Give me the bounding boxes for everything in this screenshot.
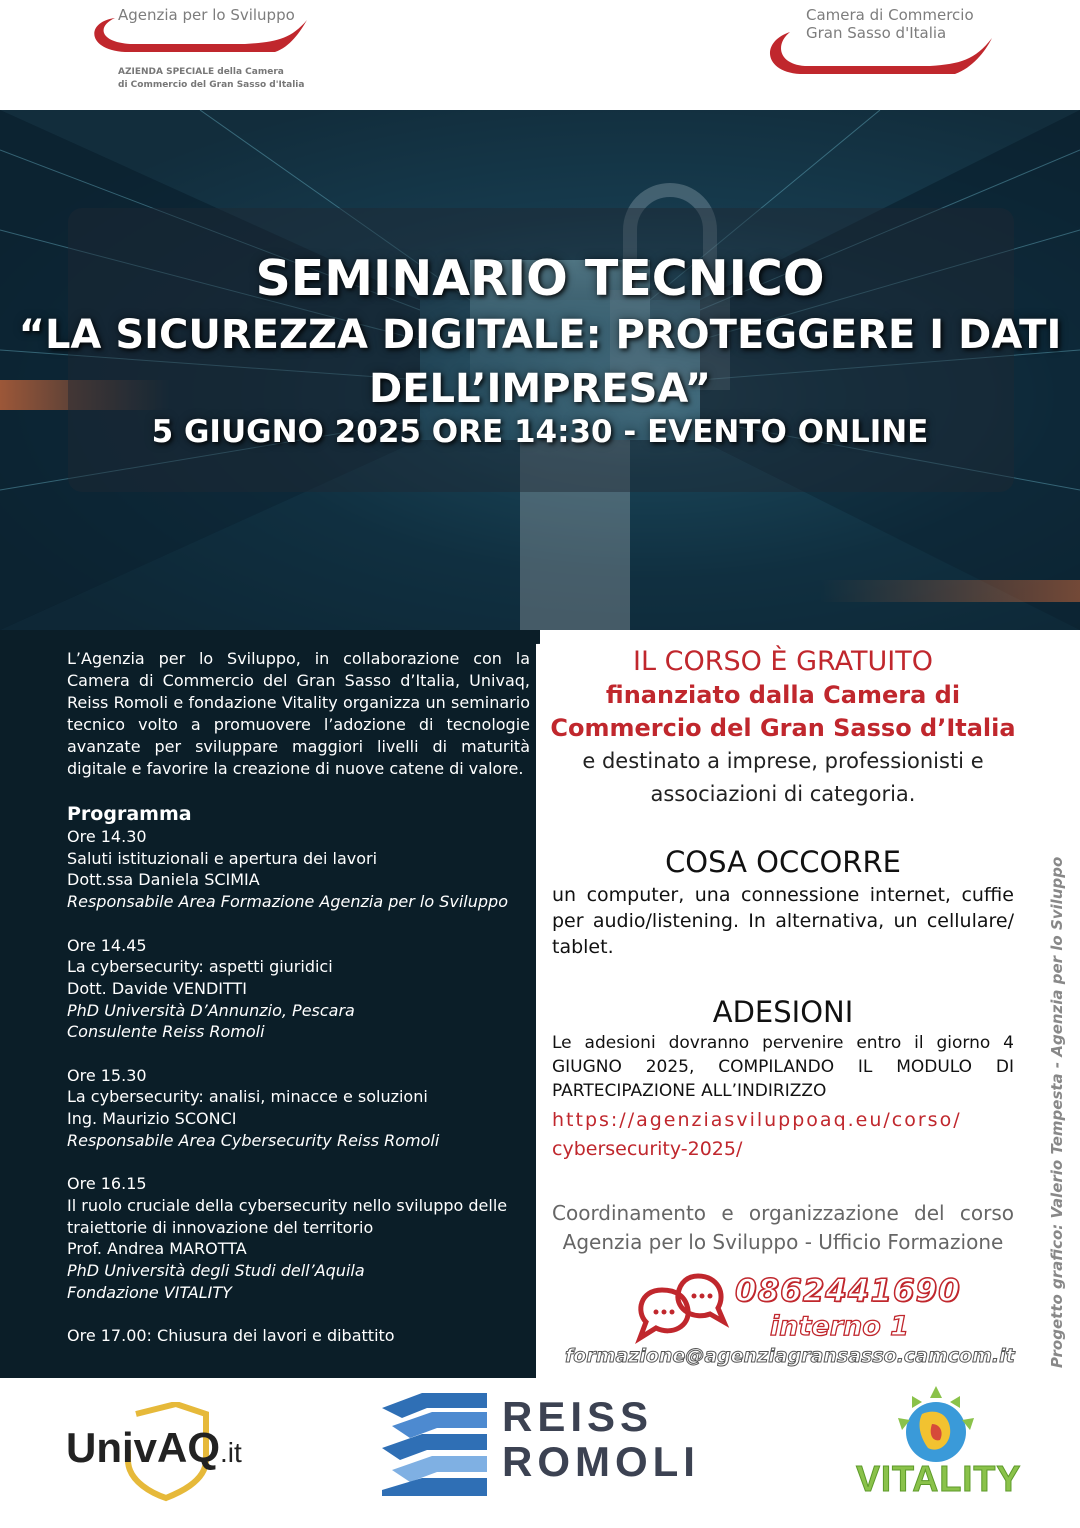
program-item <box>67 826 537 913</box>
free-course-notice <box>548 645 1018 811</box>
program-speaker: Prof. Andrea MAROTTA <box>67 1239 247 1259</box>
univaq-name: UnivAQ <box>66 1424 221 1471</box>
agenzia-sviluppo-logo <box>85 2 315 102</box>
reiss-wordmark: REISS <box>502 1393 654 1440</box>
program-topic: Il ruolo cruciale della cybersecurity nello sviluppo delle <box>67 1195 508 1215</box>
audience-line1: e destinato a imprese, professionisti e <box>582 749 984 773</box>
program-topic: traiettorie di innovazione del territorio <box>67 1217 374 1237</box>
event-date: 5 GIUGNO 2025 ORE 14:30 - EVENTO ONLINE <box>151 414 929 450</box>
univaq-wordmark <box>66 1424 242 1472</box>
registration-link-line1[interactable]: https://agenziasviluppoaq.eu/corso/ <box>552 1109 962 1131</box>
program-topic: La cybersecurity: aspetti giuridici <box>67 957 333 977</box>
agenzia-logo-title: Agenzia per lo Sviluppo <box>118 6 295 24</box>
program-speaker: Dott. Davide VENDITTI <box>67 978 247 998</box>
stripes-icon <box>382 1388 497 1503</box>
camera-logo-line2: Gran Sasso d'Italia <box>806 24 947 42</box>
vitality-wordmark: VITALITY <box>856 1458 1022 1499</box>
camera-commercio-logo <box>760 2 1000 82</box>
program-role: PhD Università degli Studi dell’Aquila <box>67 1261 365 1281</box>
contact-email[interactable]: formazione@agenziagransasso.camcom.it <box>565 1345 1015 1367</box>
program-item <box>67 935 537 1044</box>
reiss-romoli-logo <box>382 1388 712 1503</box>
program-item <box>67 1065 537 1152</box>
coordination-line1: Coordinamento e organizzazione del corso <box>552 1201 1014 1225</box>
program-item <box>67 1173 537 1303</box>
registration-title: ADESIONI <box>712 995 854 1029</box>
program-topic: La cybersecurity: analisi, minacce e soluzioni <box>67 1087 428 1107</box>
agenzia-logo-sub1: AZIENDA SPECIALE della Camera <box>118 67 284 77</box>
program-list <box>67 826 537 1369</box>
program-speaker: Dott.ssa Daniela SCIMIA <box>67 870 260 890</box>
program-role: Responsabile Area Formazione Agenzia per lo Sviluppo <box>67 892 508 912</box>
program-role: PhD Università D’Annunzio, Pescara <box>67 1000 355 1020</box>
program-title: Programma <box>67 803 192 825</box>
phone-extension: interno 1 <box>770 1311 909 1342</box>
program-item <box>67 1325 537 1347</box>
seminar-subtitle-line2: DELL’IMPRESA” <box>368 366 711 412</box>
top-header <box>0 0 1080 110</box>
free-course-title: IL CORSO È GRATUITO <box>633 646 933 677</box>
requirements-body: un computer, una connessione internet, cuffie per audio/listening. In alternativa, un cellulare/ tablet. <box>552 884 1014 958</box>
intro-paragraph: L’Agenzia per lo Sviluppo, in collaborazione con la Camera di Commercio del Gran Sasso d’Italia, Univaq, Reiss Romoli e fondazione Vitality organizza un seminario tecnico volto a promuovere l’adozione di tecnologie avanzate per sviluppare maggiori livelli di maturità digitale e favorire la creazione di nuove catene di valore. <box>67 649 530 778</box>
seminar-subtitle-line1: “LA SICUREZZA DIGITALE: PROTEGGERE I DATI <box>18 312 1062 358</box>
registration-body: Le adesioni dovranno pervenire entro il giorno 4 GIUGNO 2025, COMPILANDO IL MODULO DI PARTECIPAZIONE ALL’INDIRIZZO <box>552 1033 1014 1101</box>
vitality-logo <box>852 1384 1022 1504</box>
univaq-suffix: .it <box>220 1437 242 1468</box>
registration-link[interactable] <box>552 1106 1022 1164</box>
program-time: Ore 14.30 <box>67 827 147 846</box>
program-speaker: Ing. Maurizio SCONCI <box>67 1109 237 1129</box>
program-role: Consulente Reiss Romoli <box>67 1022 265 1042</box>
globe-icon <box>852 1384 1022 1464</box>
program-topic: Saluti istituzionali e apertura dei lavori <box>67 848 378 868</box>
audience-line2: associazioni di categoria. <box>650 782 916 806</box>
agenzia-logo-subtitle <box>118 66 304 92</box>
program-time: Ore 15.30 <box>67 1065 147 1085</box>
requirements-title: COSA OCCORRE <box>665 845 901 879</box>
romoli-wordmark: ROMOLI <box>502 1438 700 1485</box>
coordination-line2: Agenzia per lo Sviluppo - Ufficio Formazione <box>562 1230 1004 1254</box>
coordination <box>552 1199 1014 1257</box>
registration-link-line2[interactable]: cybersecurity-2025/ <box>552 1138 743 1160</box>
funding-line1: finanziato dalla Camera di <box>605 681 961 709</box>
program-time: Ore 14.45 <box>67 935 147 955</box>
camera-logo-title <box>806 6 974 42</box>
agenzia-logo-sub2: di Commercio del Gran Sasso d'Italia <box>118 80 305 90</box>
phone-number[interactable]: 0862441690 <box>735 1273 961 1309</box>
program-role: Fondazione VITALITY <box>67 1282 232 1302</box>
program-time: Ore 16.15 <box>67 1174 147 1194</box>
seminar-title: SEMINARIO TECNICO <box>255 250 825 307</box>
camera-logo-line1: Camera di Commercio <box>806 6 974 24</box>
univaq-logo <box>66 1402 256 1502</box>
chat-bubbles-icon <box>632 1270 732 1345</box>
program-closing: Ore 17.00: Chiusura dei lavori e dibattito <box>67 1326 395 1346</box>
program-role: Responsabile Area Cybersecurity Reiss Romoli <box>67 1130 440 1150</box>
funding-line2: Commercio del Gran Sasso d’Italia <box>550 714 1016 742</box>
graphic-design-credit: Progetto grafico: Valerio Tempesta - Agenzia per lo Sviluppo <box>1048 856 1066 1368</box>
